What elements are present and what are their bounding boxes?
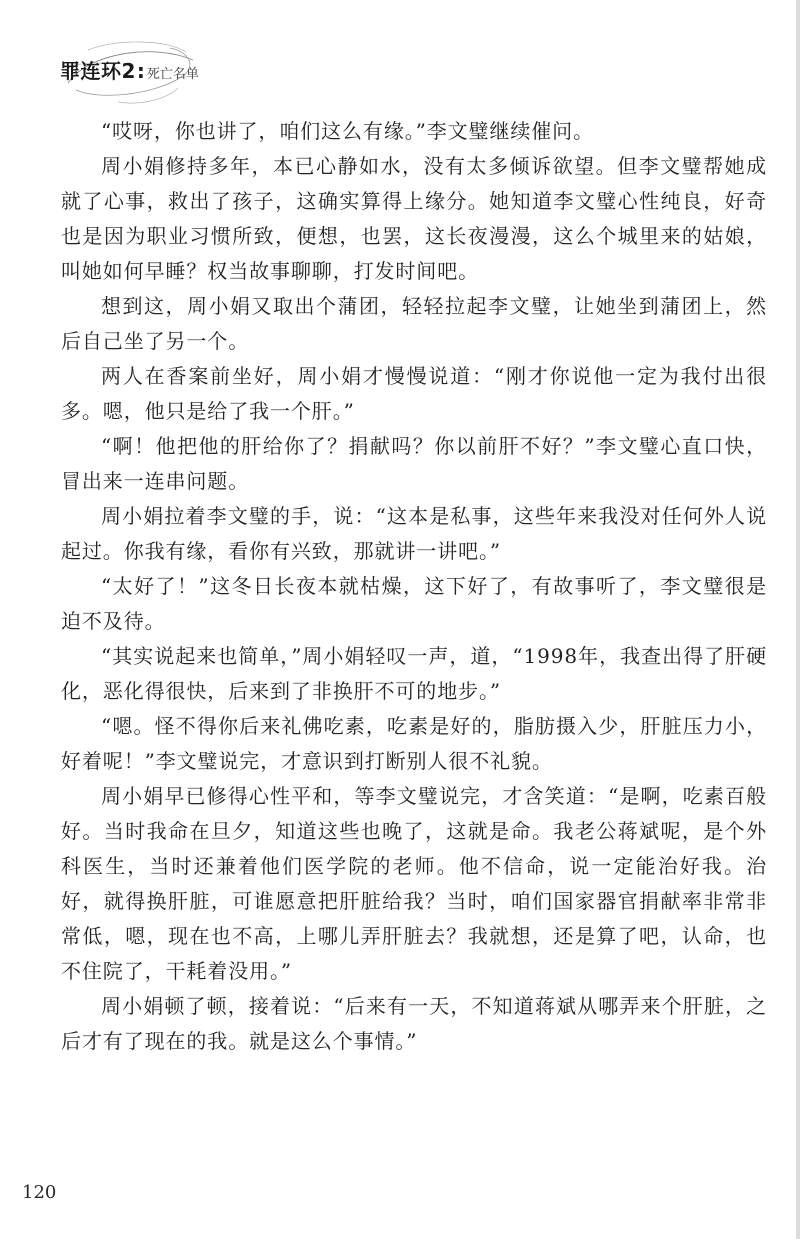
series-title: 罪连环2 [60,59,136,83]
book-subtitle: 死亡名单 [146,67,199,82]
body-text [61,114,767,1059]
paragraph: “嗯。怪不得你后来礼佛吃素，吃素是好的，脂肪摄入少，肝脏压力小，好着呢！”李文璧说完，才意识到打断别人很不礼貌。 [61,714,767,773]
paragraph: 想到这，周小娟又取出个蒲团，轻轻拉起李文璧，让她坐到蒲团上，然后自己坐了另一个。 [61,294,767,353]
title-separator: : [136,59,145,83]
paragraph: “其实说起来也简单，”周小娟轻叹一声，道，“1998年，我查出得了肝硬化，恶化得很快，后来到了非换肝不可的地步。” [61,644,767,703]
paragraph: “哎呀，你也讲了，咱们这么有缘。”李文璧继续催问。 [101,119,594,143]
paragraph: 两人在香案前坐好，周小娟才慢慢说道：“刚才你说他一定为我付出很多。嗯，他只是给了我一个肝。” [61,364,767,423]
book-title [60,55,199,84]
page-edge [796,0,800,1239]
paragraph: 周小娟拉着李文璧的手，说：“这本是私事，这些年来我没对任何外人说起过。你我有缘，看你有兴致，那就讲一讲吧。” [61,504,767,563]
paragraph: “啊！他把他的肝给你了？捐献吗？你以前肝不好？”李文璧心直口快，冒出来一连串问题。 [61,434,767,493]
page-number: 120 [22,1182,57,1203]
paragraph: 周小娟修持多年，本已心静如水，没有太多倾诉欲望。但李文璧帮她成就了心事，救出了孩子，这确实算得上缘分。她知道李文璧心性纯良，好奇也是因为职业习惯所致，便想，也罢，这长夜漫漫，这么个城里来的姑娘，叫她如何早睡？权当故事聊聊，打发时间吧。 [61,154,767,283]
paragraph: 周小娟早已修得心性平和，等李文璧说完，才含笑道：“是啊，吃素百般好。当时我命在旦夕，知道这些也晚了，这就是命。我老公蒋斌呢，是个外科医生，当时还兼着他们医学院的老师。他不信命，说一定能治好我。治好，就得换肝脏，可谁愿意把肝脏给我？当时，咱们国家器官捐献率非常非常低，嗯，现在也不高，上哪儿弄肝脏去？我就想，还是算了吧，认命，也不住院了，干耗着没用。” [61,784,767,983]
paragraph: 周小娟顿了顿，接着说：“后来有一天，不知道蒋斌从哪弄来个肝脏，之后才有了现在的我。就是这么个事情。” [61,994,767,1053]
paragraph: “太好了！”这冬日长夜本就枯燥，这下好了，有故事听了，李文璧很是迫不及待。 [61,574,767,633]
running-header [58,38,318,108]
